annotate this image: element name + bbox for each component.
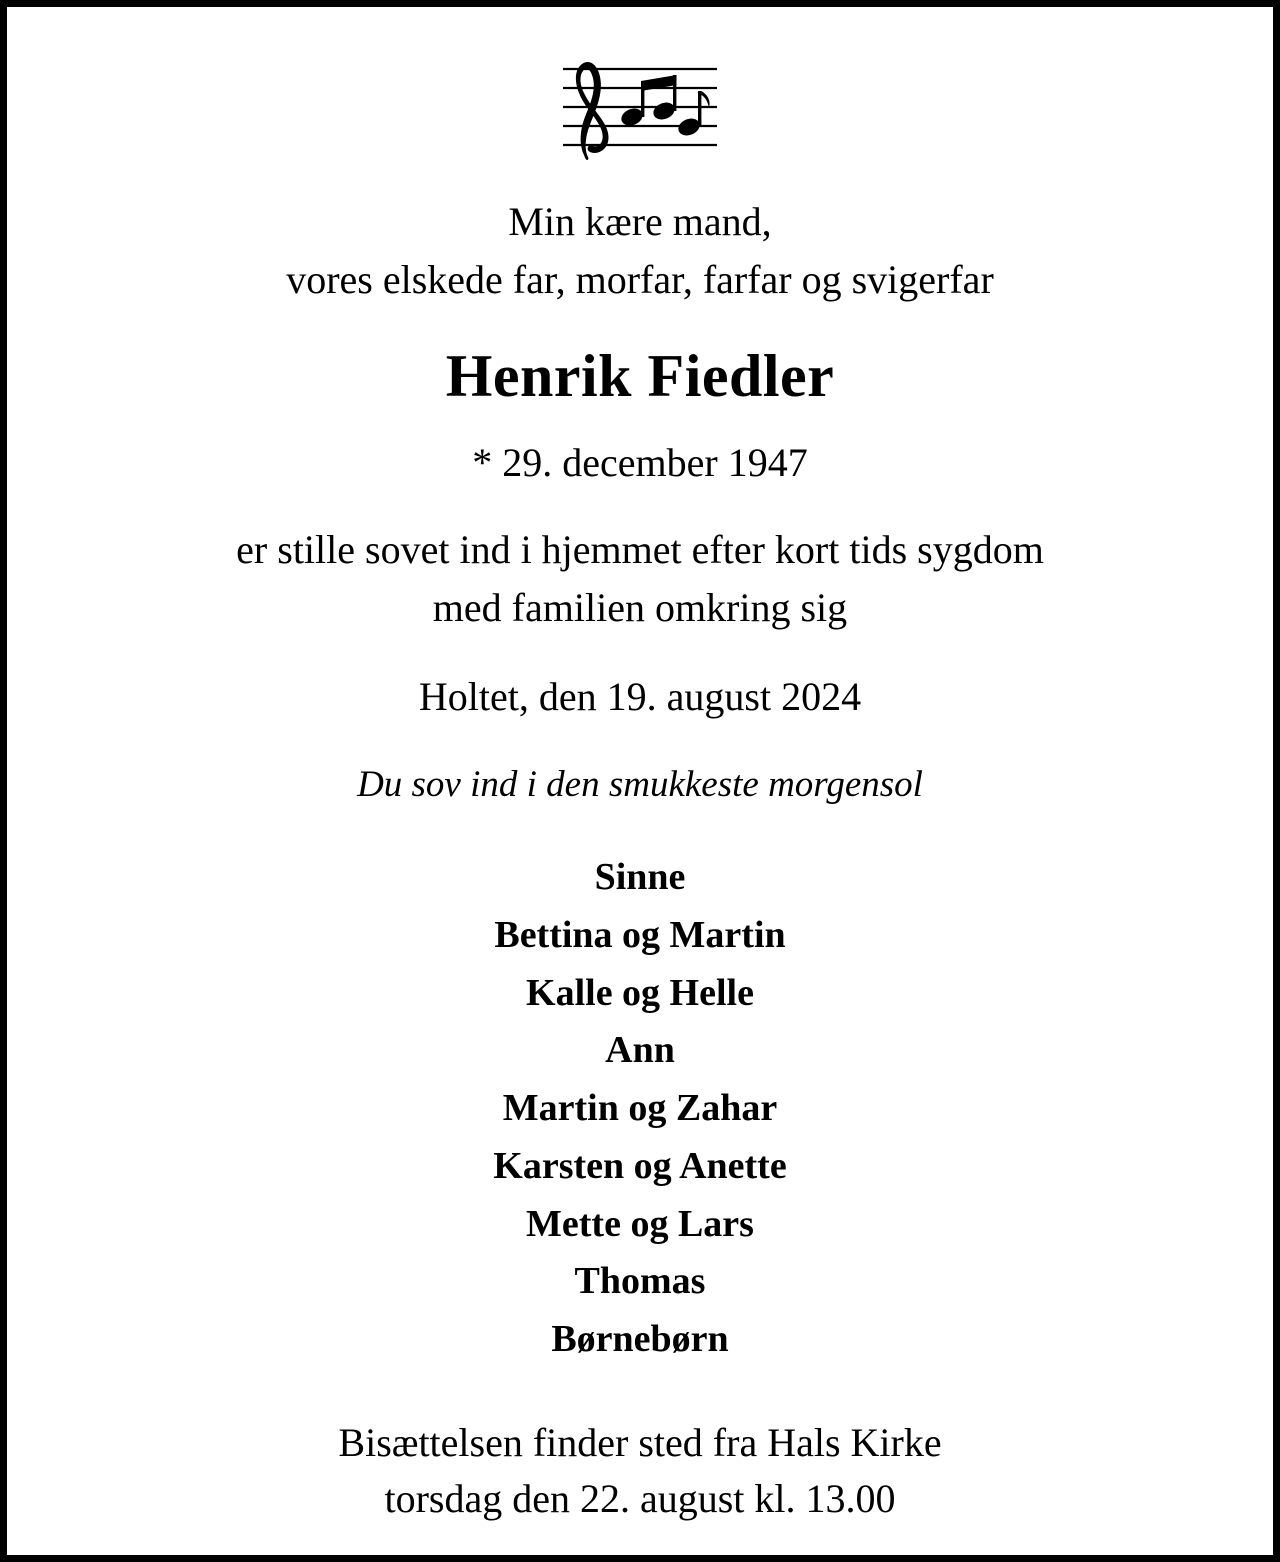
survivor-name: Bettina og Martin [494,913,786,956]
deceased-name: Henrik Fiedler [445,343,835,409]
lead-line: Min kære mand, [508,199,772,244]
survivors-list [493,849,786,1369]
survivor-name: Thomas [574,1260,706,1303]
lead-line: vores elskede far, morfar, farfar og svigerfar [286,257,994,302]
survivor-name: Karsten og Anette [493,1144,787,1187]
survivor-name: Mette og Lars [526,1202,754,1245]
ceremony-line: torsdag den 22. august kl. 13.00 [384,1475,896,1521]
survivor-name: Martin og Zahar [502,1087,778,1130]
survivor-name: Børnebørn [551,1318,729,1361]
passing-text [236,521,1044,637]
passing-line: med familien omkring sig [432,585,848,630]
ceremony-line: Bisættelsen finder sted fra Hals Kirke [338,1419,942,1465]
ceremony-details [338,1415,941,1527]
survivor-name: Kalle og Helle [526,971,754,1014]
passing-line: er stille sovet ind i hjemmet efter kort tids sygdom [236,527,1044,572]
survivor-name: Ann [605,1029,675,1072]
lead-text [286,193,994,309]
birth-date: * 29. december 1947 [472,440,808,485]
place-and-date: Holtet, den 19. august 2024 [418,674,862,719]
memorial-verse: Du sov ind i den smukkeste morgensol [357,764,923,805]
survivor-name: Sinne [594,856,686,899]
music-notes-icon [555,55,725,165]
